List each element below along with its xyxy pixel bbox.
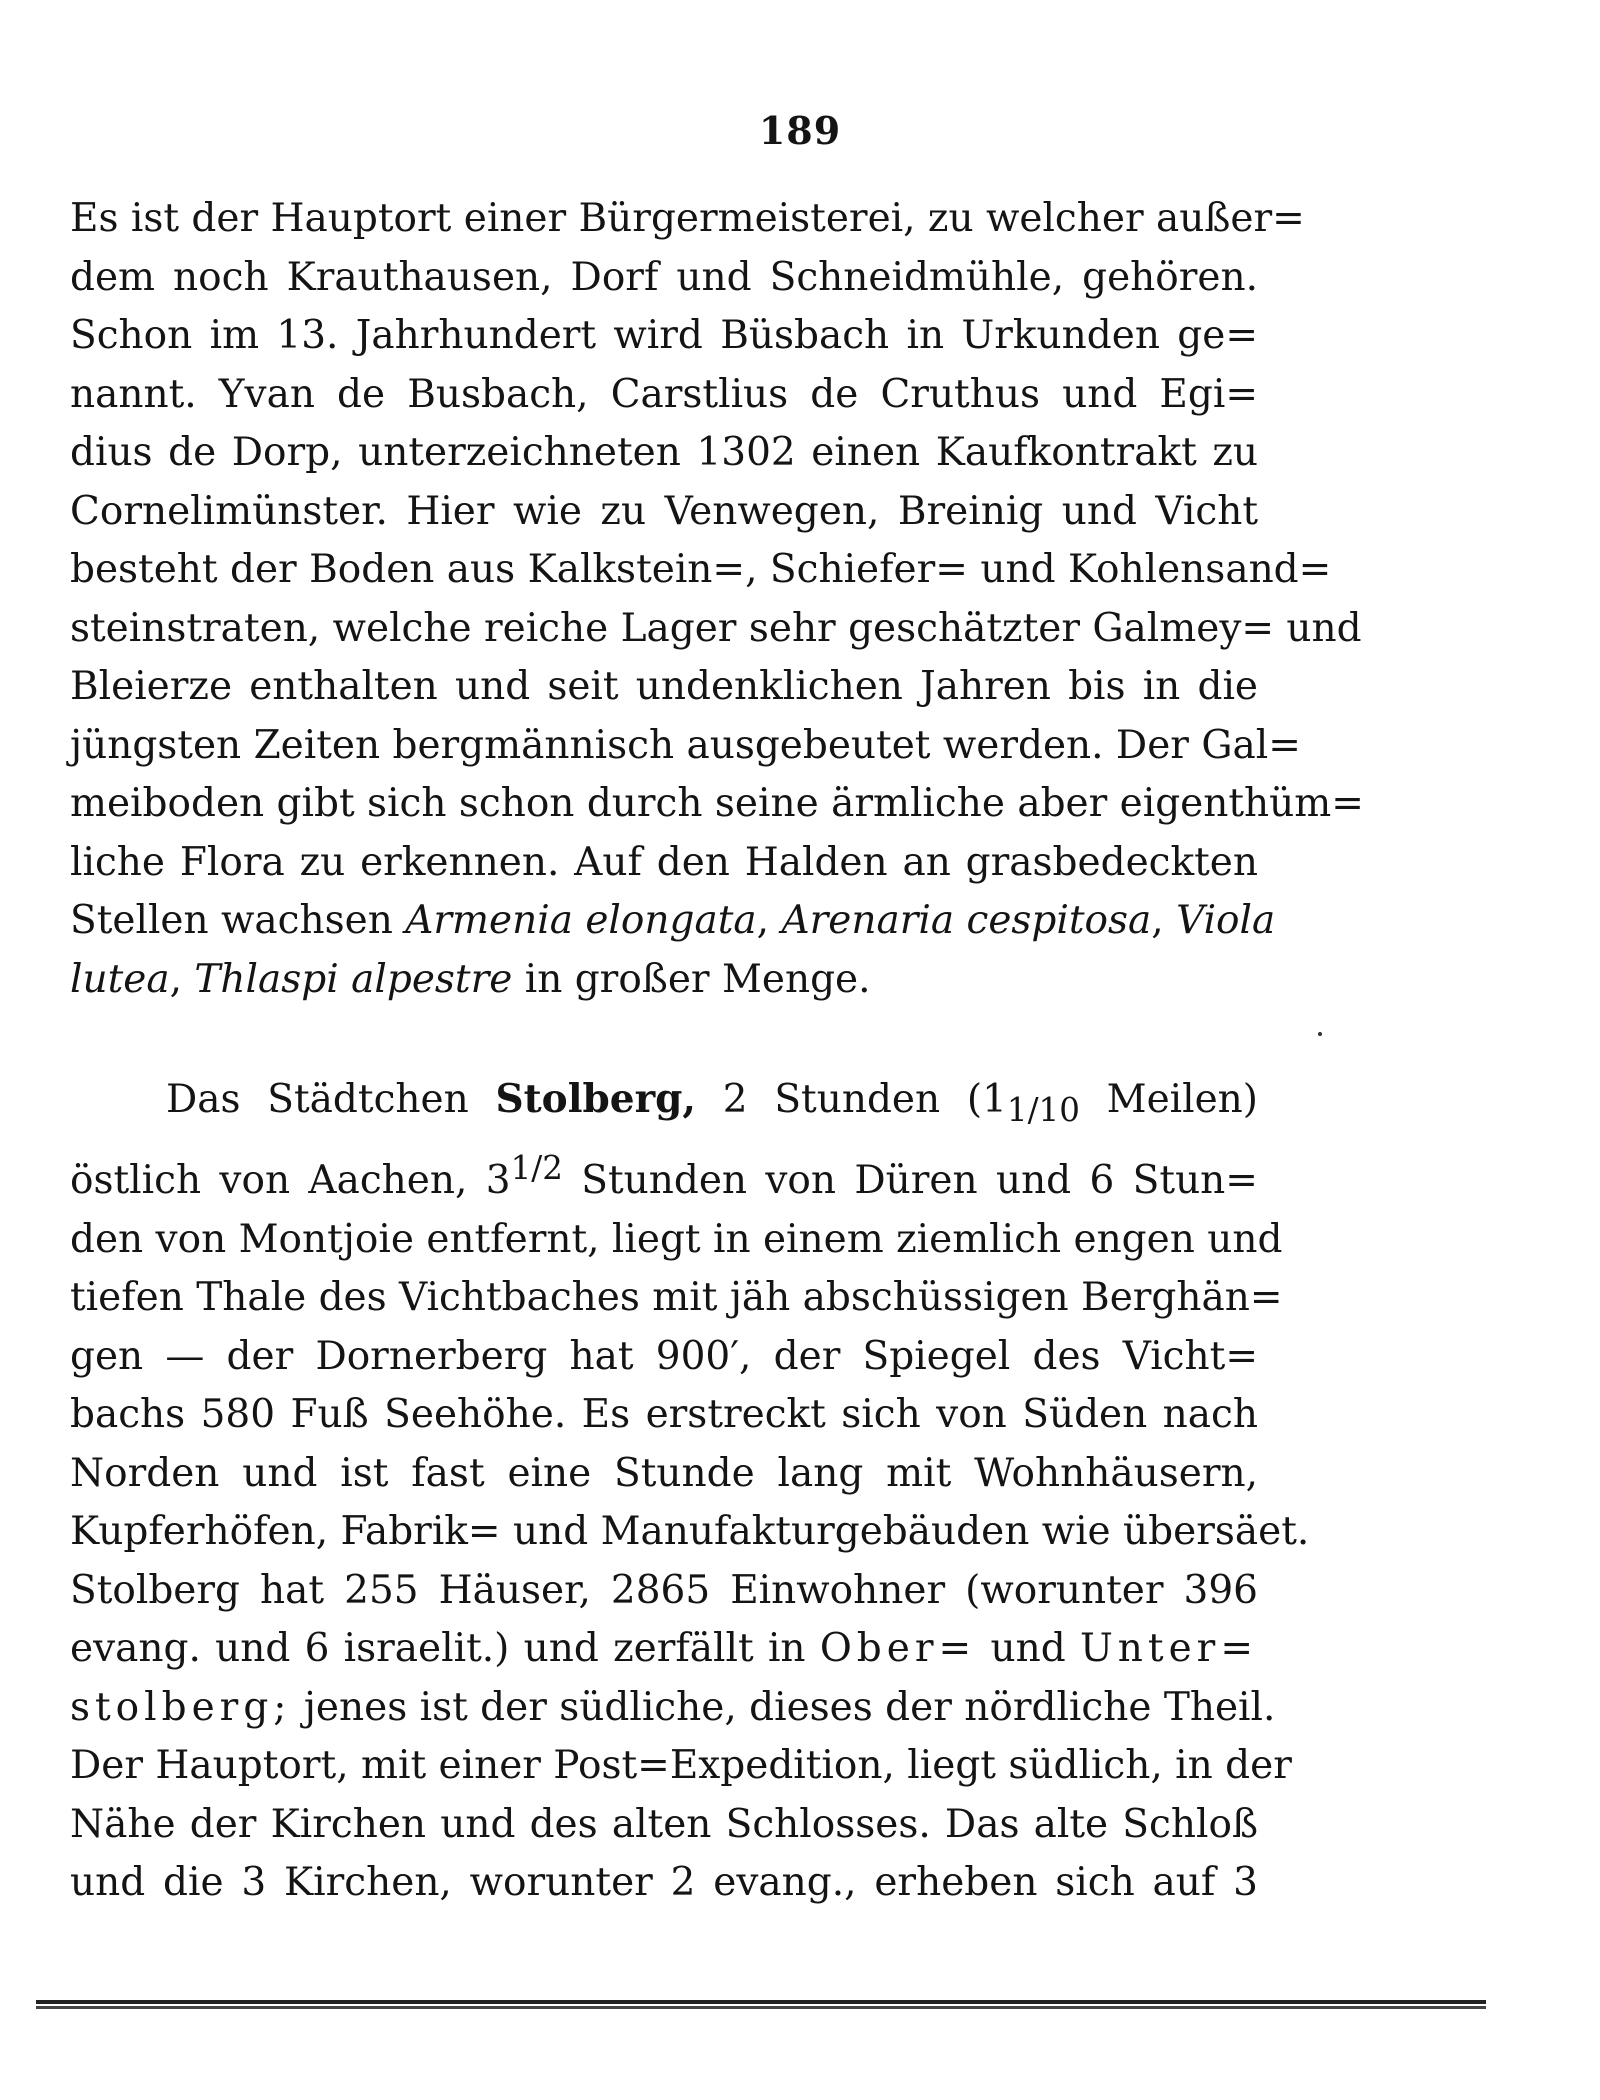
text-run: in großer Menge. <box>524 956 871 1002</box>
text-line: tiefen Thale des Vichtbaches mit jäh abschüssigen Berghän= <box>70 1275 1283 1321</box>
text-run: evang. und 6 israelit.) und zerfällt in <box>70 1626 806 1672</box>
text-line <box>70 1679 1276 1738</box>
text-line-species-end <box>70 951 1258 1010</box>
text-line: Kupferhöfen, Fabrik= und Manufakturgebäuden wie übersäet. <box>70 1509 1310 1555</box>
page-bottom-rule <box>36 2000 1486 2012</box>
separator: , <box>756 898 770 943</box>
text-line <box>70 1620 1258 1679</box>
place-name-stolberg: Stolberg, <box>495 1076 696 1122</box>
text-run: und <box>990 1626 1066 1672</box>
text-line: Stolberg hat 255 Häuser, 2865 Einwohner (worunter 396 <box>70 1567 1258 1613</box>
paragraph-stolberg <box>70 1070 1310 1913</box>
text-line: Bleierze enthalten und seit undenklichen Jahren bis in die <box>70 664 1258 709</box>
text-line: Schon im 13. Jahrhundert wird Büsbach in Urkunden ge= <box>70 313 1258 358</box>
text-run: Stellen wachsen <box>70 898 393 943</box>
text-run: Das Städtchen <box>166 1077 469 1122</box>
text-line: gen — der Dornerberg hat 900′, der Spiegel des Vicht= <box>70 1333 1258 1379</box>
page-number: 189 <box>758 108 842 153</box>
text-line-species <box>70 892 1276 951</box>
text-line: Der Hauptort, mit einer Post=Expedition, liegt südlich, in der <box>70 1743 1292 1789</box>
text-line: dius de Dorp, unterzeichneten 1302 einen Kaufkontrakt zu <box>70 430 1258 475</box>
text-run: 2 Stunden (1 <box>722 1077 1007 1122</box>
text-line: jüngsten Zeiten bergmännisch ausgebeutet werden. Der Gal= <box>70 722 1301 768</box>
text-line: Nähe der Kirchen und des alten Schlosses. Das alte Schloß <box>70 1801 1258 1847</box>
text-line: steinstraten, welche reiche Lager sehr geschätzter Galmey= und <box>70 605 1362 651</box>
paragraph-buesbach <box>70 190 1364 1009</box>
fraction: 1/10 <box>1006 1090 1080 1129</box>
species-name: Thlaspi alpestre <box>194 956 513 1002</box>
text-line: liche Flora zu erkennen. Auf den Halden an grasbedeckten <box>70 839 1258 885</box>
text-line: bachs 580 Fuß Seehöhe. Es erstreckt sich von Süden nach <box>70 1392 1258 1438</box>
place-name-ober: Ober= <box>819 1626 977 1672</box>
print-speck <box>1318 1032 1322 1036</box>
text-line: und die 3 Kirchen, worunter 2 evang., erheben sich auf 3 <box>70 1860 1258 1906</box>
text-line: dem noch Krauthausen, Dorf und Schneidmühle, gehören. <box>70 254 1258 300</box>
text-run: Stunden von Düren und 6 Stun= <box>581 1158 1258 1204</box>
text-run: östlich von Aachen, 3 <box>70 1158 511 1204</box>
species-name: lutea <box>70 956 170 1002</box>
text-line: besteht der Boden aus Kalkstein=, Schiefer= und Kohlensand= <box>70 547 1332 592</box>
species-name: Viola <box>1176 898 1276 943</box>
species-name: Armenia elongata <box>405 898 757 943</box>
text-line: Es ist der Hauptort einer Bürgermeisterei, zu welcher außer= <box>70 196 1305 241</box>
separator: , <box>1151 898 1164 943</box>
text-line: Norden und ist fast eine Stunde lang mit Wohnhäusern, <box>70 1450 1258 1496</box>
place-name-unter: Unter= <box>1079 1626 1258 1672</box>
text-run: Meilen) <box>1106 1077 1259 1122</box>
place-name-stolberg: stolberg; <box>70 1684 292 1730</box>
text-line-heading <box>70 1070 1258 1139</box>
text-run: jenes ist der südliche, dieses der nördliche Theil. <box>303 1684 1276 1730</box>
text-line: meiboden gibt sich schon durch seine ärmliche aber eigenthüm= <box>70 781 1364 826</box>
fraction: 1/2 <box>510 1149 563 1188</box>
text-line: Cornelimünster. Hier wie zu Venwegen, Breinig und Vicht <box>70 488 1258 534</box>
text-line <box>70 1139 1258 1211</box>
species-name: Arenaria cespitosa <box>781 898 1152 943</box>
separator: , <box>169 956 183 1002</box>
text-line: den von Montjoie entfernt, liegt in einem ziemlich engen und <box>70 1216 1283 1262</box>
text-line: nannt. Yvan de Busbach, Carstlius de Cruthus und Egi= <box>70 371 1258 417</box>
